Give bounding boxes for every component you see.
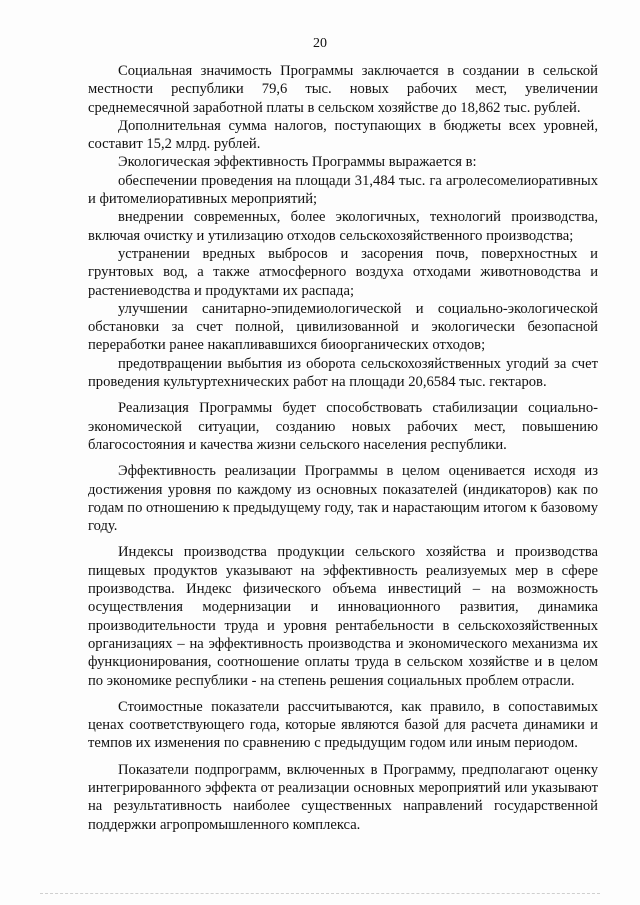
list-item-emissions: устранении вредных выбросов и засорения почв, поверхностных и грунтовых вод, а также атмосферного воздуха отходами животноводства и растениеводства и продуктами их распада; xyxy=(88,245,598,299)
paragraph-ecological-efficiency: Экологическая эффективность Программы выражается в: xyxy=(118,154,477,171)
scan-edge-line xyxy=(40,893,600,894)
document-body xyxy=(88,62,598,834)
list-item-technologies: внедрении современных, более экологичных, технологий производства, включая очистку и утилизацию отходов сельскохозяйственного производства; xyxy=(88,209,598,244)
list-item-agroforestry: обеспечении проведения на площади 31,484 тыс. га агролесомелиоративных и фитомелиоративных мероприятий; xyxy=(88,172,598,208)
paragraph-social-significance: Социальная значимость Программы заключается в создании в сельской местности республики 79,6 тыс. новых рабочих мест, увеличении среднемесячной заработной платы в сельском хозяйстве до 18,862 тыс. рублей. xyxy=(88,63,598,116)
list-item-land-retention: предотвращении выбытия из оборота сельскохозяйственных угодий за счет проведения культуртехнических работ на площади 20,6584 тыс. гектаров. xyxy=(88,355,598,391)
paragraph-program-implementation: Реализация Программы будет способствовать стабилизации социально-экономической ситуации, созданию новых рабочих мест, повышению благосостояния и качества жизни сельского населения республики. xyxy=(88,400,598,453)
page-number: 20 xyxy=(313,36,327,51)
paragraph-additional-taxes: Дополнительная сумма налогов, поступающих в бюджеты всех уровней, составит 15,2 млрд. рублей. xyxy=(88,117,598,153)
paragraph-cost-indicators: Стоимостные показатели рассчитываются, как правило, в сопоставимых ценах соответствующего года, которые являются базой для расчета динамики и темпов их изменения по сравнению с предыдущим годом или иным периодом. xyxy=(88,698,598,752)
paragraph-efficiency-assessment: Эффективность реализации Программы в целом оценивается исходя из достижения уровня по каждому из основных показателей (индикаторов) как по годам по отношению к предыдущему году, так и нарастающим итогом к базовому году. xyxy=(88,463,598,535)
paragraph-subprogram-indicators: Показатели подпрограмм, включенных в Программу, предполагают оценку интегрированного эффекта от реализации основных мероприятий или указывают на результативность наиболее существенных направлений государственной поддержки агропромышленного комплекса. xyxy=(88,761,598,833)
list-item-sanitary: улучшении санитарно-эпидемиологической и социально-экологической обстановки за счет полной, цивилизованной и экологически безопасной переработки ранее накапливавшихся биоорганических отходов; xyxy=(88,300,598,354)
paragraph-production-indices: Индексы производства продукции сельского хозяйства и производства пищевых продуктов указывают на эффективность реализуемых мер в сфере производства. Индекс физического объема инвестиций – на возможность осуществления модернизации и инновационного развития, динамика производительности труда и уровня рентабельности в сельскохозяйственных организациях – на эффективность производства и экономического механизма их функционирования, соотношение оплаты труда в сельском хозяйстве и в целом по экономике республики - на степень решения социальных проблем отрасли. xyxy=(88,544,598,689)
